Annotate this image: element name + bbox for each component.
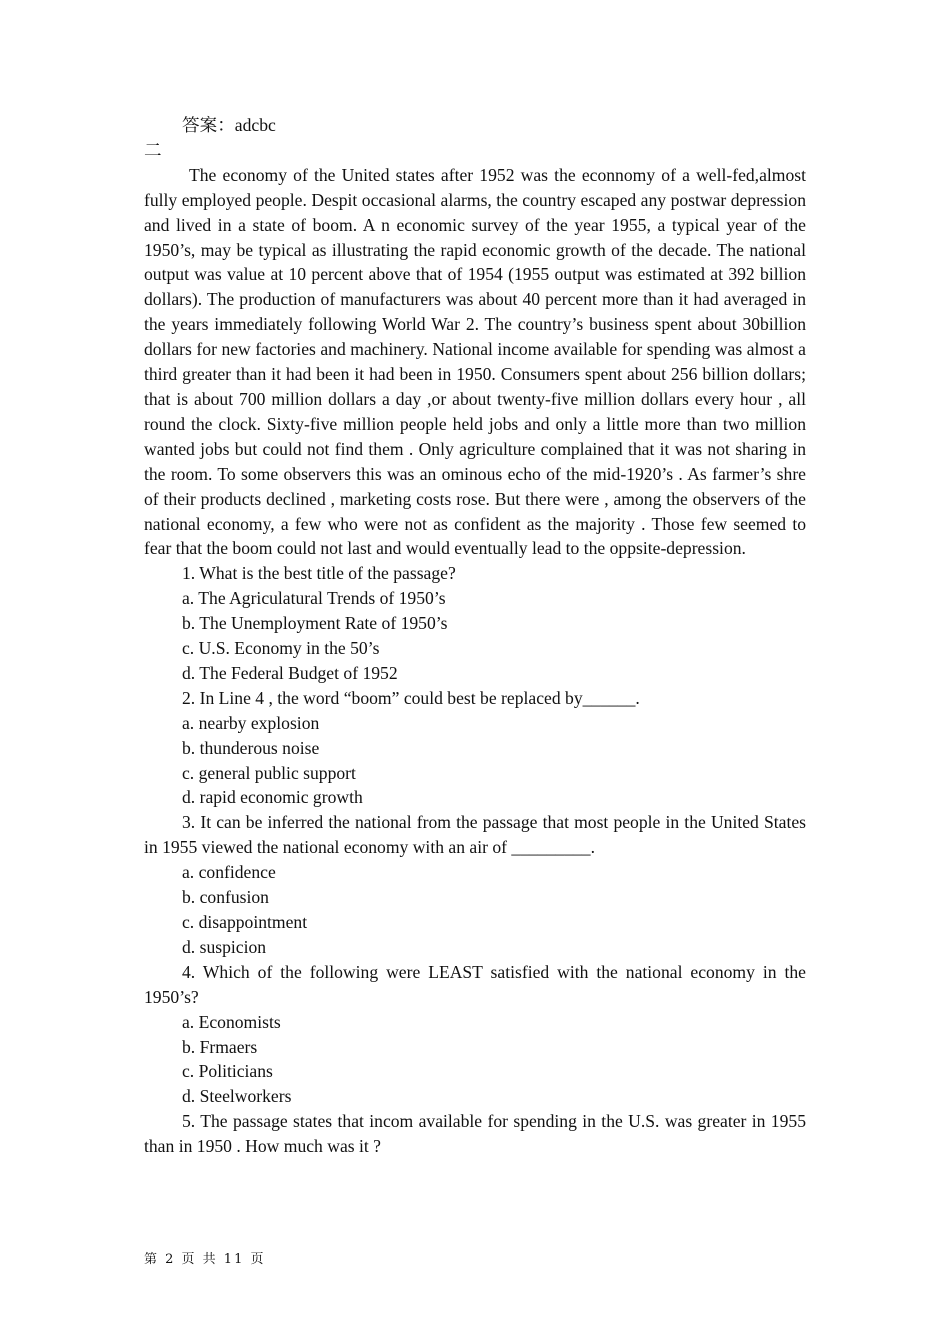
question-4 [144, 960, 806, 1109]
question-option: b. The Unemployment Rate of 1950’s [182, 613, 448, 634]
section-number: 二 [144, 139, 162, 160]
question-stem: 5. The passage states that incom available for spending in the U.S. was greater in 1955 than in 1950 . How much was it ? [144, 1111, 806, 1157]
question-1 [144, 561, 806, 686]
page-footer: 第 2 页 共 11 页 [144, 1252, 266, 1267]
question-5 [144, 1109, 806, 1159]
question-3 [144, 810, 806, 959]
question-option: c. Politicians [182, 1061, 273, 1082]
question-stem: 4. Which of the following were LEAST satisfied with the national economy in the 1950’s? [144, 961, 806, 1007]
passage-paragraph: The economy of the United states after 1952 was the econnomy of a well-fed,almost fully employed people. Despit occasional alarms, the country escaped any postwar depression and lived in a state of boom. A n economic survey of the year 1955, a typical year of the 1950’s, may be typical as illustrating the rapid economic growth of the decade. The national output was value at 10 percent above that of 1954 (1955 output was estimated at 392 billion dollars). The production of manufacturers was about 40 percent more than it had averaged in the years immediately following World War 2. The country’s business spent about 30billion dollars for new factories and machinery. National income available for spending was almost a third greater than it had been it had been in 1950. Consumers spent about 256 billion dollars; that is about 700 million dollars a day ,or about twenty-five million dollars every hour , all round the clock. Sixty-five million people held jobs and only a little more than two million wanted jobs but could not find them . Only agriculture complained that it was not sharing in the room. To some observers this was an ominous echo of the mid-1920’s . As farmer’s shre of their products declined , marketing costs rose. But there were , among the observers of the national economy, a few who were not as confident as the majority . Those few seemed to fear that the boom could not last and would eventually lead to the oppsite-depression. [144, 164, 806, 559]
question-option: d. rapid economic growth [182, 787, 363, 808]
question-option: c. disappointment [182, 912, 308, 932]
question-stem: 2. In Line 4 , the word “boom” could best be replaced by______. [182, 687, 640, 708]
question-option: a. nearby explosion [182, 712, 320, 733]
document-body [144, 113, 806, 1159]
question-option: d. The Federal Budget of 1952 [182, 662, 398, 683]
question-option: b. Frmaers [182, 1036, 258, 1057]
question-option: c. U.S. Economy in the 50’s [182, 638, 380, 659]
question-option: c. general public support [182, 762, 356, 783]
question-option: a. Economists [182, 1011, 281, 1032]
question-option: b. thunderous noise [182, 737, 320, 758]
question-option: d. suspicion [182, 936, 267, 957]
question-stem: 3. It can be inferred the national from the passage that most people in the United States in 1955 viewed the national economy with an air of _________. [144, 812, 806, 858]
question-option: d. Steelworkers [182, 1086, 292, 1107]
question-option: b. confusion [182, 887, 269, 908]
question-stem: 1. What is the best title of the passage? [182, 563, 456, 584]
question-2 [144, 686, 806, 811]
question-option: a. The Agriculatural Trends of 1950’s [182, 588, 446, 609]
question-option: a. confidence [182, 862, 276, 883]
answer-line: 答案：adcbc [182, 115, 276, 135]
